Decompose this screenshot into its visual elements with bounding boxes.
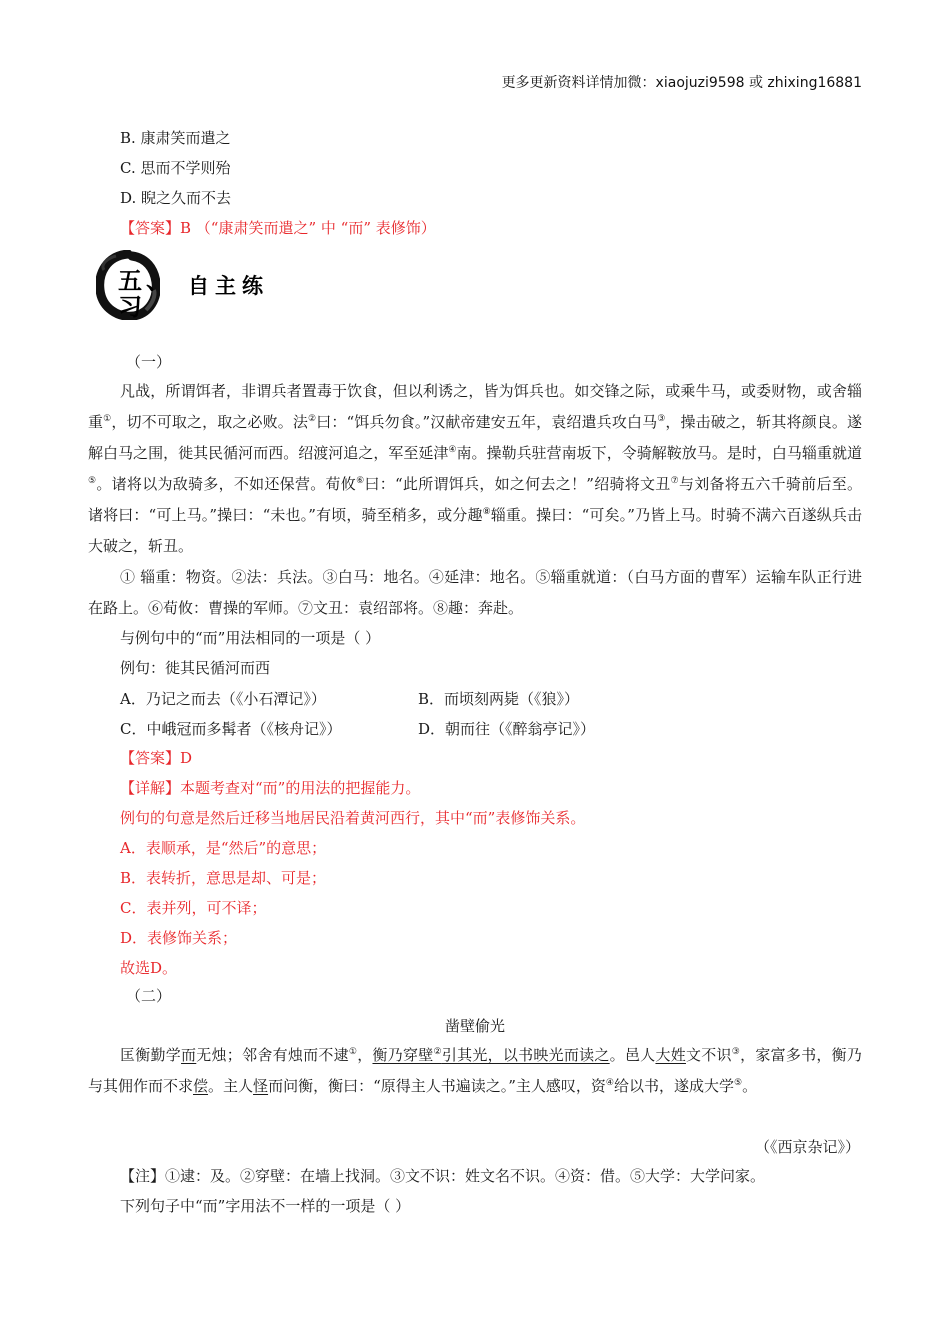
answer-label: 【答案】B （“康肃笑而遣之” 中 “而” 表修饰） [120,219,436,237]
part1-analysis-4: C．表并列，可不译； [120,899,267,917]
part2-passage: 匡衡勤学而无烛；邻舍有烛而不逮①，衡乃穿壁②引其光，以书映光而读之。邑人大姓文不识③，家富多书，衡乃与其佣作而不求偿。主人怪而问衡，衡曰：“原得主人书遍读之。”主人感叹，资④给以书，遂成大学⑤。 [88,1046,862,1095]
part1-example: 例句：徙其民循河而西 [120,659,271,677]
part1-analysis-1: 例句的句意是然后迁移当地居民沿着黄河西行，其中“而”表修饰关系。 [120,809,586,827]
section-number: 五、 习 [118,267,174,321]
part1-option-c: C．中峨冠而多髯者（《核舟记》） [120,720,342,738]
part1-passage: 凡战，所谓饵者，非谓兵者置毒于饮食，但以利诱之，皆为饵兵也。如交锋之际，或乘牛马，或委财物，或舍辎重①，切不可取之，取之必败。法②曰：“饵兵勿食。”汉献帝建安五年，袁绍遣兵攻白马③，操击破之，斩其将颜良。遂解白马之围，徙其民循河而西。绍渡河追之，军至延津④南。操勒兵驻营南坂下，令骑解鞍放马。是时，白马辎重就道⑤。诸将以为敌骑多，不如还保营。荀攸⑥曰：“此所谓饵兵，如之何去之！”绍骑将文丑⑦与刘备将五六千骑前后至。诸将曰：“可上马。”操曰：“未也。”有顷，骑至稍多，或分趣⑧辎重。操曰：“可矣。”乃皆上马。时骑不满六百遂纵兵击大破之，斩丑。 [88,382,862,555]
part1-option-d: D．朝而往（《醉翁亭记》） [418,720,596,738]
part1-analysis-0: 【详解】本题考查对“而”的用法的把握能力。 [120,779,421,797]
part1-analysis-3: B．表转折，意思是却、可是； [120,869,327,887]
part1-analysis-5: D．表修饰关系； [120,929,238,947]
option-c: C. 思而不学则殆 [120,159,231,177]
part2-notes: 【注】①逮：及。②穿壁：在墙上找洞。③文不识：姓文名不识。④资：借。⑤大学：大学问家。 [120,1167,766,1185]
part2-label: （二） [126,987,172,1005]
part1-notes: ① 辎重：物资。②法：兵法。③白马：地名。④延津：地名。⑤辎重就道：（白马方面的曹军）运输车队正行进在路上。⑥荀攸：曹操的军师。⑦文丑：袁绍部将。⑧趣：奔赴。 [88,568,862,617]
part2-source: （《西京杂记》） [754,1138,860,1156]
part1-analysis-2: A．表顺承，是“然后”的意思； [120,839,327,857]
section-title: 自主练 [188,274,269,298]
part1-analysis-6: 故选D。 [120,959,178,977]
part1-answer: 【答案】D [120,749,193,767]
header-watermark: 更多更新资料详情加微：xiaojuzi9598 或 zhixing16881 [501,75,862,91]
part1-question: 与例句中的“而”用法相同的一项是（ ） [120,629,381,647]
part2-title: 凿壁偷光 [444,1017,505,1035]
part1-option-b: B．而顷刻两毙（《狼》） [418,690,580,708]
part1-label: （一） [126,353,172,371]
part1-option-a: A．乃记之而去（《小石潭记》） [120,690,326,708]
part2-question: 下列句子中“而”字用法不一样的一项是（ ） [120,1197,411,1215]
section-header [90,250,390,330]
option-b: B. 康肃笑而遣之 [120,129,231,147]
option-d: D. 睨之久而不去 [120,189,232,207]
